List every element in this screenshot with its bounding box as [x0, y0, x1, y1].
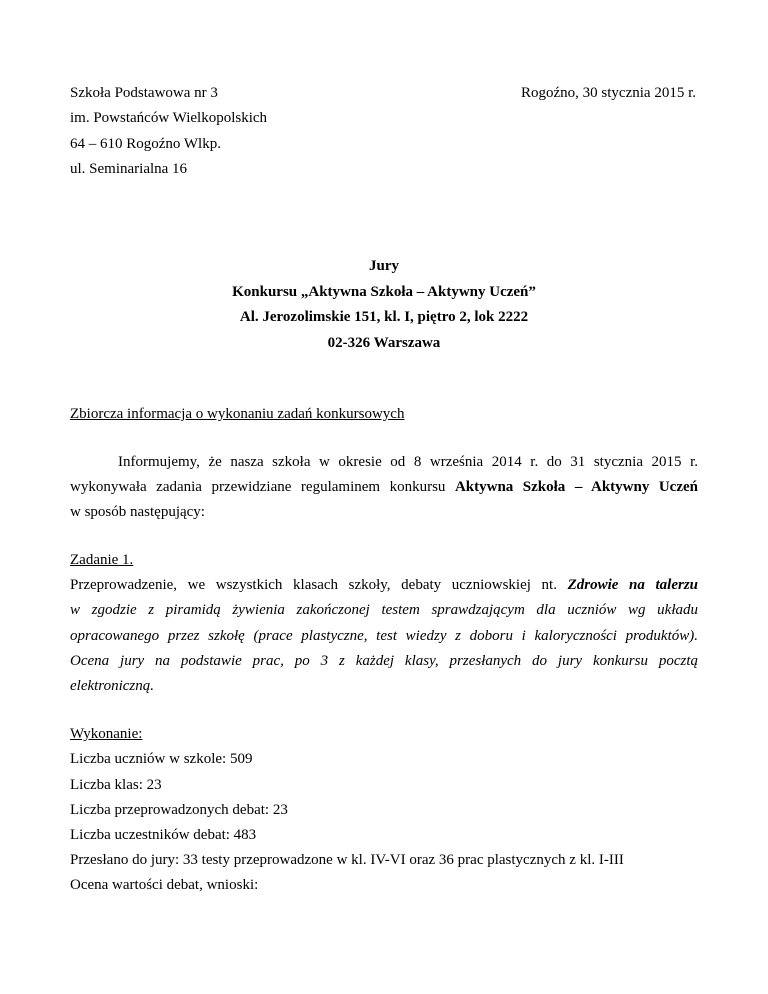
task-line-4: Ocena jury na podstawie prac, po 3 z każdej klasy, przesłanych do jury konkursu pocztą	[70, 653, 698, 669]
execution-heading: Wykonanie:	[70, 726, 143, 742]
intro-line-1: Informujemy, że nasza szkoła w okresie od 8 września 2014 r. do 31 stycznia 2015 r.	[118, 454, 698, 470]
recipient-postal-city: 02-326 Warszawa	[327, 335, 441, 351]
task-line-1	[70, 575, 698, 595]
intro-line-2-text: wykonywała zadania przewidziane regulaminem konkursu	[70, 479, 446, 495]
task-line-2: w zgodzie z piramidą żywienia zakończonej testem sprawdzającym dla uczniów wg układu	[70, 602, 698, 618]
sender-postal-city: 64 – 610 Rogoźno Wlkp.	[70, 136, 221, 152]
recipient-jury: Jury	[369, 258, 399, 274]
execution-item: Liczba przeprowadzonych debat: 23	[70, 802, 288, 818]
execution-item: Ocena wartości debat, wnioski:	[70, 877, 259, 893]
sender-school-patron: im. Powstańców Wielkopolskich	[70, 110, 268, 126]
task-line-1-text: Przeprowadzenie, we wszystkich klasach szkoły, debaty uczniowskiej nt.	[70, 577, 557, 593]
execution-item: Liczba uczestników debat: 483	[70, 827, 257, 843]
execution-item: Liczba uczniów w szkole: 509	[70, 751, 253, 767]
recipient-address: Al. Jerozolimskie 151, kl. I, piętro 2, lok 2222	[239, 309, 529, 325]
recipient-contest: Konkursu „Aktywna Szkoła – Aktywny Uczeń”	[232, 284, 536, 300]
task-line-5: elektroniczną.	[70, 678, 155, 694]
execution-item: Przesłano do jury: 33 testy przeprowadzone w kl. IV-VI oraz 36 prac plastycznych z kl. I-III	[70, 852, 624, 868]
task-heading: Zadanie 1.	[70, 552, 134, 568]
sender-street: ul. Seminarialna 16	[70, 161, 188, 177]
execution-item: Liczba klas: 23	[70, 777, 162, 793]
intro-line-2	[70, 477, 698, 497]
letter-date: Rogoźno, 30 stycznia 2015 r.	[521, 85, 696, 101]
task-line-3: opracowanego przez szkołę (prace plastyczne, test wiedzy z doboru i kaloryczności produktów).	[70, 628, 698, 644]
sender-school-name: Szkoła Podstawowa nr 3	[70, 85, 218, 101]
intro-line-3: w sposób następujący:	[70, 504, 205, 520]
contest-name-bold: Aktywna Szkoła – Aktywny Uczeń	[454, 479, 698, 495]
letter-subject: Zbiorcza informacja o wykonaniu zadań konkursowych	[70, 406, 405, 422]
task-topic-bold: Zdrowie na talerzu	[567, 577, 699, 593]
